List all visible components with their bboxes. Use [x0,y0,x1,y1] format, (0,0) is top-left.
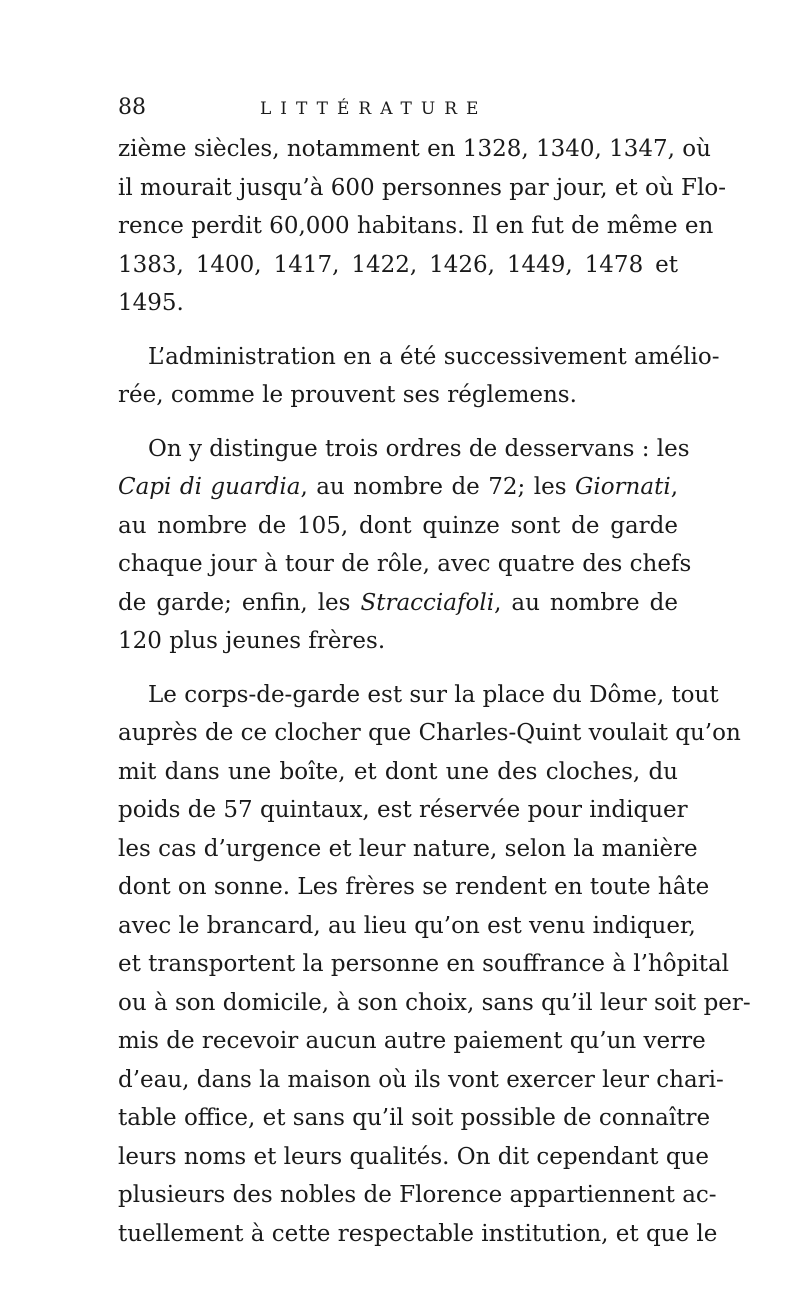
text-line: ou à son domicile, à son choix, sans qu’il leur soit per- [118,989,751,1016]
text-line: leurs noms et leurs qualités. On dit cependant que [118,1143,709,1170]
text-line: 1495. [118,290,184,316]
text-line: 1383, 1400, 1417, 1422, 1426, 1449, 1478 et [118,251,678,278]
text-line: d’eau, dans la maison où ils vont exercer leur chari- [118,1066,724,1093]
text-line: Capi di guardia, au nombre de 72; les Giornati, [118,474,678,500]
paragraph-3 [118,430,692,661]
text-line: avec le brancard, au lieu qu’on est venu indiquer, [118,912,696,939]
text-line: il mourait jusqu’à 600 personnes par jour, et où Flo- [118,174,726,201]
text-line: plusieurs des nobles de Florence appartiennent ac- [118,1182,717,1208]
text-line: auprès de ce clocher que Charles-Quint voulait qu’on [118,720,741,746]
text-line: 120 plus jeunes frères. [118,628,386,654]
text-line: zième siècles, notamment en 1328, 1340, 1347, où [118,136,711,162]
text-line: tuellement à cette respectable institution, et que le [118,1220,718,1247]
paragraph-1 [118,130,726,323]
text-line: dont on sonne. Les frères se rendent en toute hâte [118,874,710,900]
italic-term: Capi di guardia [118,474,301,500]
text-line: table office, et sans qu’il soit possible de connaître [118,1105,711,1131]
running-head: LITTÉRATURE [260,99,488,119]
italic-term: Giornati [574,474,671,500]
text-line: On y distingue trois ordres de desservans : les [148,435,690,462]
paragraph-4 [118,676,751,1254]
text-line: mis de recevoir aucun autre paiement qu’un verre [118,1028,706,1054]
text-line: L’administration en a été successivement amélio- [148,343,720,370]
text-line: poids de 57 quintaux, est réservée pour indiquer [118,797,688,823]
body-text [118,130,751,1253]
italic-term: Stracciafoli [360,589,495,616]
text-line: au nombre de 105, dont quinze sont de garde [118,512,678,539]
text-line: mit dans une boîte, et dont une des cloches, du [118,758,678,785]
text-line: chaque jour à tour de rôle, avec quatre des chefs [118,551,692,577]
text-line: les cas d’urgence et leur nature, selon la manière [118,835,698,862]
page-header [118,92,678,124]
text-line: rence perdit 60,000 habitans. Il en fut de même en [118,213,714,239]
paragraph-2 [118,338,720,415]
text-line: rée, comme le prouvent ses réglemens. [118,382,577,408]
text-line: Le corps-de-garde est sur la place du Dôme, tout [148,681,719,708]
page-number: 88 [118,95,146,120]
text-line: et transportent la personne en souffrance à l’hôpital [118,951,730,977]
text-line: de garde; enfin, les Stracciafoli, au nombre de [118,589,678,616]
